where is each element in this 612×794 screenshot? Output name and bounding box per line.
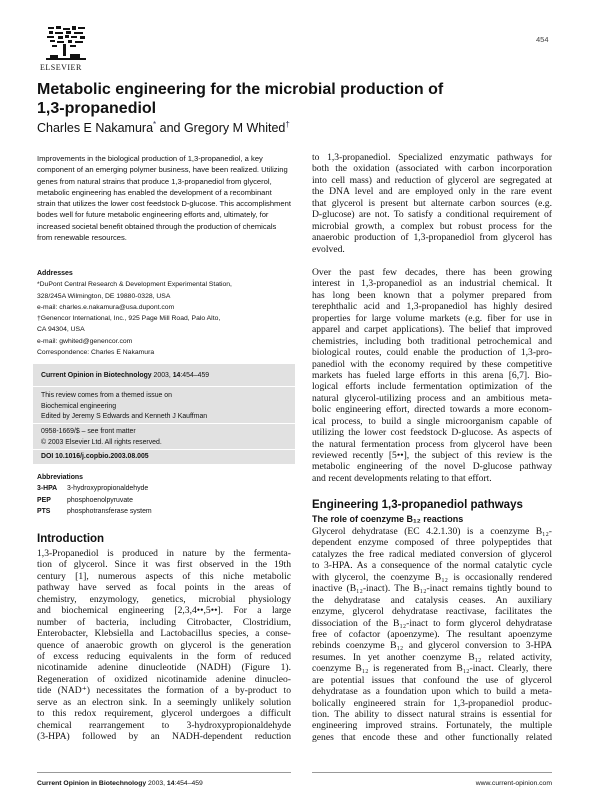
abbreviations [37, 472, 152, 517]
journal-name: Current Opinion in Biotechnology [41, 372, 152, 379]
text-line: anaerobic production of 1,3-propanediol from glycerol has [312, 232, 552, 244]
copyright-line: © 2003 Elsevier Ltd. All rights reserved. [41, 438, 162, 446]
text-line: D-glucose) are not. To satisfy a conditional requirement of [312, 209, 552, 221]
theme-line: This review comes from a themed issue on [41, 392, 172, 399]
text-line: logical efforts include fermentation optimization of the [312, 381, 552, 393]
text-line: rebinds coenzyme B₁₂ and glycerol conversion to 3-HPA [312, 640, 552, 652]
text-line: nicotinamide adenine dinucleotide (NADH) (Figure 1). [37, 662, 291, 674]
text-line: that glycerol is present but alternate carbon sources (e.g. [312, 197, 552, 209]
text-line: century [1], numerous aspects of this niche metabolic [37, 570, 291, 582]
article-title [37, 80, 557, 118]
footer-pages: :454–459 [174, 780, 203, 787]
text-line: to this redox requirement, glycerol undergoes a difficult [37, 708, 291, 720]
text-line: interest in 1,3-propanediol as an industrial chemical. It [312, 278, 552, 290]
text-line: bolically engineered strain for 1,3-propanediol produc- [312, 697, 552, 709]
footer-year: 2003, [146, 780, 167, 787]
author-name: Gregory M Whited [183, 121, 286, 136]
text-line: quence of anaerobic growth on glycerol is the generation [37, 639, 291, 651]
address-line: CA 94304, USA [37, 326, 85, 334]
author-join: and [156, 121, 184, 136]
text-line: microbial growth, a complex but robust process for the [312, 220, 552, 232]
text-line: metabolic engineering of the novel D-glucose pathway [312, 461, 552, 473]
text-line: into cell mass) and reduction of glycerol are segregated at [312, 174, 552, 186]
text-line: coenzyme B₁₂ is regenerated from B₁₂-inact. Clearly, there [312, 663, 552, 675]
footer-citation [37, 780, 203, 787]
footer-journal: Current Opinion in Biotechnology [37, 780, 147, 787]
text-line: engineering improved strains. Fortunately, the multiple [312, 720, 552, 732]
page-number: 454 [536, 35, 549, 44]
volume: 14 [172, 372, 181, 379]
abbreviations-heading: Abbreviations [37, 474, 83, 481]
abbreviation-item: PTS phosphotransferase system [37, 507, 152, 515]
publisher-logo-text: ELSEVIER [40, 63, 82, 72]
text-line: genes that encode these and other functionally related [312, 731, 552, 743]
text-line: natural glycerol-utilizing process and an ambitious meta- [312, 392, 552, 404]
theme-line: Edited by Jeremy S Edwards and Kenneth J Kauffman [41, 413, 208, 420]
text-line: utilizing the lower cost feedstock D-glucose. As aspects of [312, 427, 552, 439]
text-line: dependent enzyme composed of three polypeptides that [312, 537, 552, 549]
address-line: Correspondence: Charles E Nakamura [37, 349, 155, 357]
text-line: (3-HPA) followed by an NADH-dependent reduction [37, 731, 291, 742]
elsevier-tree-logo [44, 24, 88, 62]
address-line: 328/245A Wilmington, DE 19880-0328, USA [37, 292, 171, 300]
text-line: dissociation of the B₁₂-inact to form glycerol dehydratase [312, 617, 552, 629]
text-line: chemistries, including both traditional petrochemical and [312, 335, 552, 347]
text-line: resumes. In yet another coenzyme B₁₂ related activity, [312, 651, 552, 663]
text-line: pathway have served as focal points in the areas of [37, 582, 291, 594]
text-line: has long been known that a polymer prepared from [312, 289, 552, 301]
text-line: dehydratase as a foundation upon which to build a meta- [312, 686, 552, 698]
text-line: panediol with the economy required by these competitive [312, 358, 552, 370]
footer-url[interactable]: www.current-opinion.com [475, 780, 552, 787]
authors [37, 120, 290, 135]
text-line: the natural fermentation process from glycerol have been [312, 438, 552, 450]
text-line: terephthalic acid and 1,3-propanediol has highly desired [312, 301, 552, 313]
text-line: biological routes, could enable the production of 1,3-pro- [312, 347, 552, 359]
text-line: tion of glycerol. Since it was first observed in the 19th [37, 559, 291, 571]
text-line: enzyme, glycerol dehydratase reactivase, facilitates the [312, 606, 552, 618]
text-line: inactive (B₁₂-inact). The B₁₂-inact remains tightly bound to [312, 583, 552, 595]
copyright-info [41, 427, 287, 448]
subsection-heading: The role of coenzyme B₁₂ reactions [312, 514, 464, 524]
text-line: Enterobacter, Klebsiella and Lactobacillus species, a conse- [37, 628, 291, 640]
addresses-heading: Addresses [37, 270, 73, 277]
footer-divider [37, 772, 291, 773]
abbreviation-item: PEP phosphoenolpyruvate [37, 496, 133, 504]
address-line: *DuPont Central Research & Development Experimental Station, [37, 281, 232, 289]
text-line: to 3-HPA. As a consequence of the normal catalytic cycle [312, 560, 552, 572]
text-line: chemical rearrangement to 3-hydroxypropionaldehyde [37, 719, 291, 731]
text-line: to 1,3-propanediol. Specialized enzymatic pathways for [312, 152, 552, 163]
address-line: †Genencor International, Inc., 925 Page Mill Road, Palo Alto, [37, 315, 221, 323]
text-line: the dehydratase and catalysis ceases. An auxiliary [312, 594, 552, 606]
text-line: apparel and carpet applications). The belief that improved [312, 324, 552, 336]
address-line[interactable]: e-mail: charles.e.nakamura@usa.dupont.com [37, 303, 175, 311]
text-line: Regeneration of oxidized nicotinamide adenine dinucleo- [37, 673, 291, 685]
text-line: 1,3-Propanediol is produced in nature by the fermenta- [37, 548, 291, 559]
author-name: Charles E Nakamura [37, 121, 154, 136]
abbreviation-item: 3-HPA 3-hydroxypropionaldehyde [37, 485, 149, 493]
abstract: Improvements in the biological production of 1,3-propanediol, a key component of an emerging polymer business, have been realized. Utilizing genes from natural strains that produce 1,3-propanediol from glycerol, metabolic engineering has enabled the development of a recombinant strain that utilizes the lower cost feedstock D-glucose. This accomplishment bodes well for future metabolic engineering efforts and, ultimately, for increased societal benefit obtained through the production of chemicals from renewable resources. [37, 154, 291, 243]
text-line: evolved. [312, 243, 345, 255]
footer-divider [312, 772, 552, 773]
footer-volume: 14 [166, 780, 175, 787]
title-line: Metabolic engineering for the microbial production of [37, 81, 444, 98]
text-line: are potential issues that confound the use of glycerol [312, 674, 552, 686]
introduction-body [37, 548, 291, 742]
addresses [37, 268, 291, 358]
journal-citation [41, 372, 287, 379]
text-line: catalyzes the free radical mediated conversion of glycerol [312, 548, 552, 560]
text-line: both the oxidation (associated with carbon incorporation [312, 163, 552, 175]
right-paragraph-1 [312, 152, 552, 255]
themed-issue-info [41, 391, 287, 423]
text-line: with glycerol, the coenzyme B₁₂ is occasionally rendered [312, 571, 552, 583]
text-line: Over the past few decades, there has been growing [312, 267, 552, 278]
text-line: markets has fueled large efforts in this arena [6,7]. Bio- [312, 369, 552, 381]
text-line: bolic engineering effort, directed towards a more econom- [312, 404, 552, 416]
text-line: serve as an electron sink. In a seemingly unlikely solution [37, 696, 291, 708]
author-affiliation-mark[interactable]: † [285, 120, 290, 129]
text-line: and recent developments relating to that effort. [312, 472, 492, 484]
text-line: properties for large volume markets (e.g. fiber for use in [312, 312, 552, 324]
text-line: and biochemical engineering [2,3,4••,5••]. For a large [37, 605, 291, 617]
right-paragraph-2 [312, 267, 552, 484]
author-affiliation-mark[interactable]: * [153, 120, 157, 129]
text-line: tide (NAD⁺) necessitates the formation of a by-product to [37, 685, 291, 697]
pages: :454–459 [180, 372, 210, 379]
theme-line: Biochemical engineering [41, 402, 117, 410]
text-line: chemistry, enzymology, genetics, microbial physiology [37, 593, 291, 605]
text-line: the DNA level and are employed only in the rare event [312, 186, 552, 198]
text-line: free of cofactor (apoenzyme). The resultant apoenzyme [312, 628, 552, 640]
text-line: reviewed recently [5••], the subject of this review is the [312, 450, 552, 461]
doi[interactable]: DOI 10.1016/j.copbio.2003.08.005 [41, 453, 149, 460]
text-line: of excess reducing equivalents in the form of reduced [37, 650, 291, 662]
introduction-heading: Introduction [37, 533, 105, 545]
copyright-line: 0958-1669/$ – see front matter [41, 428, 136, 435]
article-info-box [33, 364, 295, 464]
right-paragraph-3 [312, 526, 552, 743]
address-line[interactable]: e-mail: gwhited@genencor.com [37, 337, 133, 345]
year: 2003, [151, 372, 173, 379]
text-line: ical process, to build a single microorganism capable of [312, 415, 552, 427]
text-line: tion. The ability to dissect natural strains is essential for [312, 709, 552, 720]
title-line: 1,3-propanediol [37, 100, 157, 117]
text-line: number of bacteria, including Citrobacter, Clostridium, [37, 616, 291, 628]
text-line: Glycerol dehydratase (EC 4.2.1.30) is a coenzyme B₁₂- [312, 526, 552, 537]
section-heading: Engineering 1,3-propanediol pathways [312, 499, 523, 511]
